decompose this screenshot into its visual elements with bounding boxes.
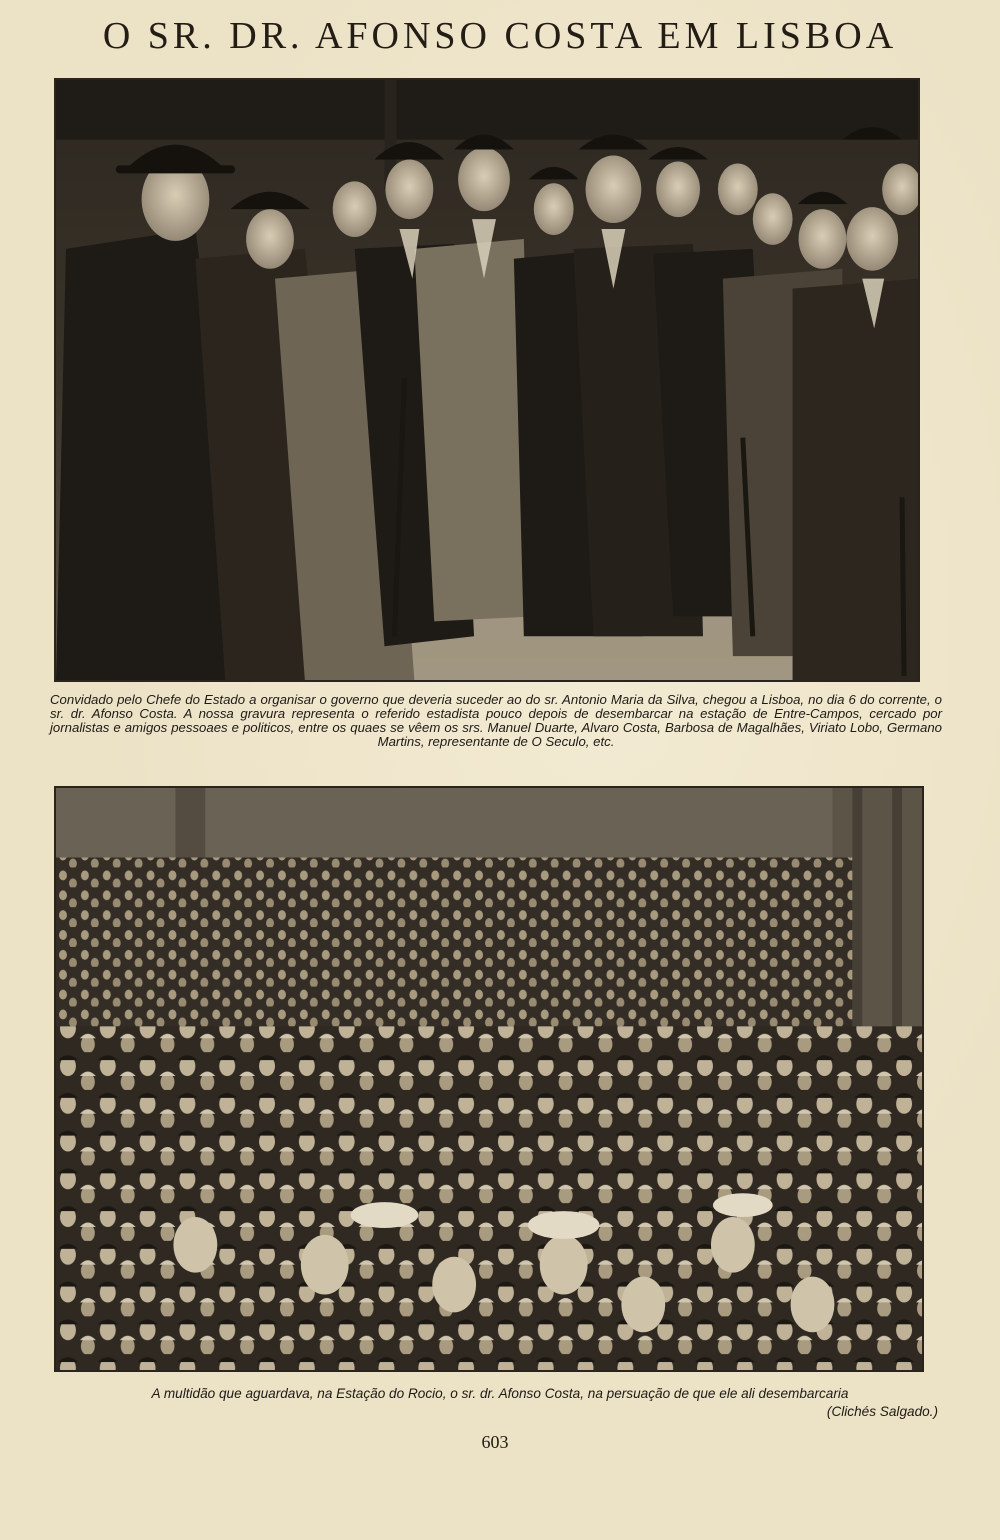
page-title: O SR. DR. AFONSO COSTA EM LISBOA xyxy=(102,15,898,57)
photo-station-group-caption: Convidado pelo Chefe do Estado a organisar o governo que deveria suceder ao do sr. Antonio Maria da Silva, chegou a Lisboa, no dia 6 do corrente, o sr. dr. Afonso Costa. A nossa gravura representa o referido estadista pouco depois de desembarcar na estação de Entre-Campos, cercado por jornalistas e amigos pessoaes e politicos, entre os quaes se vêem os srs. Manuel Duarte, Alvaro Costa, Barbosa de Magalhães, Viriato Lobo, Germano Martins, representante de O Seculo, etc. xyxy=(50,692,942,749)
photo-crowd-image xyxy=(56,788,922,1370)
photo-crowd xyxy=(54,786,924,1372)
photo-station-group-image xyxy=(56,80,918,680)
photo-crowd-caption: A multidão que aguardava, na Estação do Rocio, o sr. dr. Afonso Costa, na persuação de que ele ali desembarcaria xyxy=(151,1386,849,1401)
photo-credit: (Clichés Salgado.) xyxy=(826,1404,938,1419)
photo-station-group xyxy=(54,78,920,682)
page-number: 603 xyxy=(481,1432,509,1452)
